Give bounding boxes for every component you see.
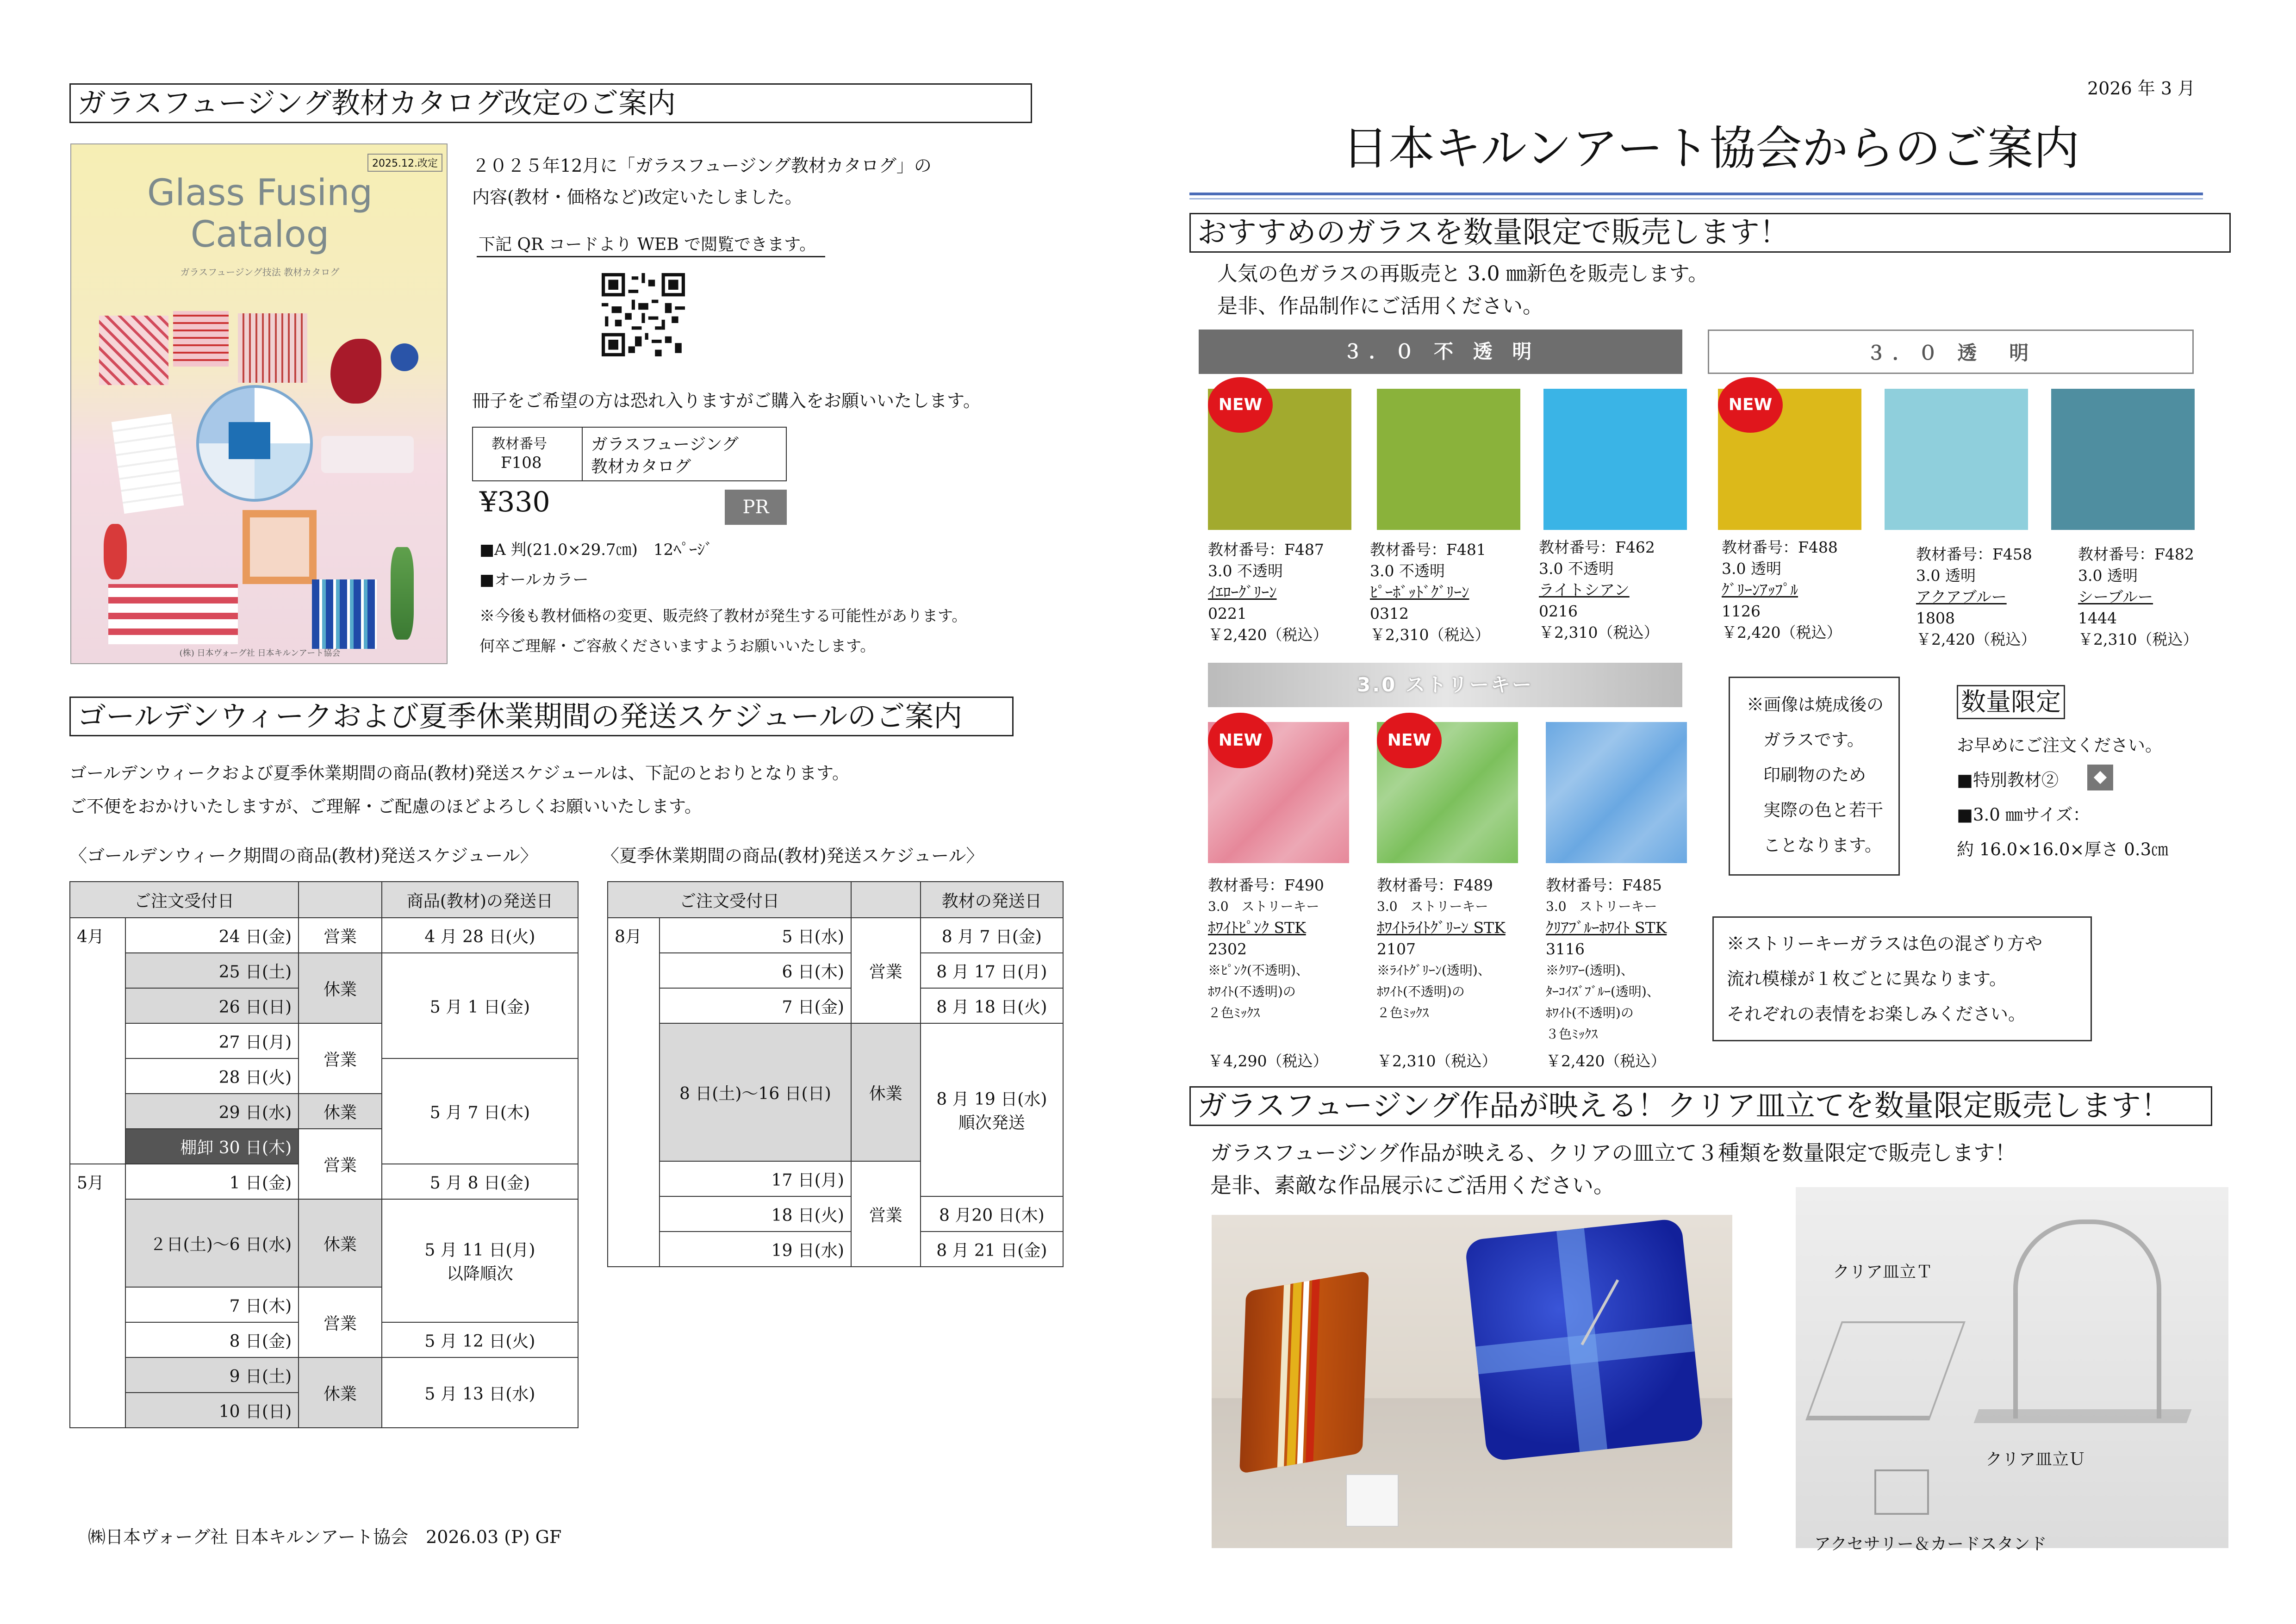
swatch-type: 3.0 不透明 xyxy=(1370,562,1445,580)
swatch-caption xyxy=(1539,537,1659,643)
swatch-num: 2302 xyxy=(1208,940,1247,958)
swatch-price: ￥2,310（税込） xyxy=(1370,626,1490,644)
glass-intro-line-2: 是非、作品制作にご活用ください。 xyxy=(1217,294,1543,318)
swatch-caption xyxy=(1208,539,1328,646)
swatch-name: ライトシアン xyxy=(1539,581,1630,599)
swatch-mix3: ２色ﾐｯｸｽ xyxy=(1208,1005,1260,1020)
table-cell: 19 日(水) xyxy=(660,1232,851,1267)
swatch-mix1: ※ﾗｲﾄｸﾞﾘｰﾝ(透明)、 xyxy=(1377,963,1491,978)
cover-glass-piece xyxy=(391,547,414,640)
cover-glass-piece xyxy=(243,510,317,584)
cover-glass-piece xyxy=(312,579,377,649)
notice-line-2: 何卒ご理解・ご容赦くださいますようお願いいたします。 xyxy=(479,637,876,655)
swatch-type: 3.0 不透明 xyxy=(1539,560,1614,578)
table-cell: 5 月 7 日(木) xyxy=(382,1058,578,1164)
stand-intro-line-2: 是非、素敵な作品展示にご活用ください。 xyxy=(1210,1173,1615,1198)
stand-label-t: クリア皿立Ｔ xyxy=(1833,1263,1933,1282)
swatch-caption xyxy=(1377,875,1506,1024)
swatch-type: 3.0 ストリーキー xyxy=(1546,899,1657,914)
new-badge: NEW xyxy=(1718,377,1783,433)
catalog-price: ¥330 xyxy=(479,486,550,518)
banner-transparent: ３．０ 透 明 xyxy=(1708,330,2194,374)
streaky-note-line: 流れ模様が１枚ごとに異なります。 xyxy=(1727,969,2007,989)
swatch-caption xyxy=(1208,875,1324,1024)
swatch-mix1: ※ﾋﾟﾝｸ(不透明)、 xyxy=(1208,963,1309,978)
image-note-line: ※画像は焼成後の xyxy=(1747,695,1884,715)
table-cell: 8 月 21 日(金) xyxy=(921,1232,1063,1267)
table-cell: 25 日(土) xyxy=(125,953,299,988)
blue-clock xyxy=(1464,1218,1704,1462)
table-cell: 営業 xyxy=(851,1161,921,1267)
gw-header-ship: 商品(教材)の発送日 xyxy=(382,882,578,918)
swatch-type: 3.0 不透明 xyxy=(1208,562,1283,580)
new-badge: NEW xyxy=(1377,713,1442,768)
swatch-type: 3.0 透明 xyxy=(1916,566,1976,585)
table-cell: ２日(土)～6 日(水) xyxy=(125,1199,299,1287)
swatch-caption xyxy=(1546,875,1667,1045)
swatch-price: ￥2,420（税込） xyxy=(1722,623,1842,641)
limited-title: 数量限定 xyxy=(1957,685,2065,719)
swatch-mix2: ﾀｰｺｲｽﾞﾌﾞﾙｰ(透明)、 xyxy=(1546,984,1660,999)
table-cell: 8 月 7 日(金) xyxy=(921,918,1063,953)
swatch-code: 教材番号：F481 xyxy=(1370,541,1486,559)
limited-line-2: ■特別教材② xyxy=(1957,770,2059,790)
swatch-mix1: ※ｸﾘｱｰ(透明)、 xyxy=(1546,963,1634,978)
item-code-label: 教材番号 xyxy=(492,436,547,452)
table-cell: 7 日(木) xyxy=(125,1287,299,1322)
diamond-icon xyxy=(2087,765,2113,790)
table-cell: 休業 xyxy=(851,1023,921,1161)
swatch-name: ｸﾞﾘｰﾝｱｯﾌﾟﾙ xyxy=(1722,581,1798,599)
small-pendant xyxy=(1346,1474,1399,1527)
swatch-code: 教材番号：F490 xyxy=(1208,876,1324,894)
swatch-num: 1126 xyxy=(1722,602,1761,620)
new-badge: NEW xyxy=(1208,377,1273,433)
schedule-section-title: ゴールデンウィークおよび夏季休業期間の発送スケジュールのご案内 xyxy=(69,697,1014,736)
table-cell: 営業 xyxy=(851,918,921,1023)
swatch-name: ｸﾘｱﾌﾞﾙｰﾎﾜｲﾄ STK xyxy=(1546,919,1667,937)
swatch-name: シーブルー xyxy=(2078,588,2153,606)
cover-glass-piece xyxy=(321,436,414,473)
swatch-name: ﾋﾟｰﾎﾞｯﾄﾞｸﾞﾘｰﾝ xyxy=(1370,583,1469,601)
gw-schedule-table xyxy=(69,881,579,1428)
stand-intro-line-1: ガラスフュージング作品が映える、クリアの皿立て３種類を数量限定で販売します！ xyxy=(1210,1140,2016,1165)
swatch-num: 0312 xyxy=(1370,604,1409,622)
swatch-code: 教材番号：F487 xyxy=(1208,541,1324,559)
table-cell: 8 日(土)～16 日(日) xyxy=(660,1023,851,1161)
catalog-cover-title-1: Glass Fusing xyxy=(147,172,373,214)
table-cell: 6 日(木) xyxy=(660,953,851,988)
product-photo-stands xyxy=(1796,1187,2228,1548)
swatch-name: ｲｴﾛｰｸﾞﾘｰﾝ xyxy=(1208,583,1277,601)
table-cell: 休業 xyxy=(299,1199,382,1287)
summer-month-aug: 8月 xyxy=(608,918,660,1267)
swatch-num: 0216 xyxy=(1539,602,1578,620)
schedule-intro-line-2: ご不便をおかけいたしますが、ご理解・ご配慮のほどよろしくお願いいたします。 xyxy=(69,796,702,816)
spec-color: ■オールカラー xyxy=(479,571,589,589)
swatch-type: 3.0 透明 xyxy=(1722,560,1781,578)
summer-header-ship: 教材の発送日 xyxy=(921,882,1063,918)
table-cell: 8 日(金) xyxy=(125,1322,299,1357)
product-photo-clock xyxy=(1212,1215,1732,1548)
swatch-code: 教材番号：F485 xyxy=(1546,876,1662,894)
table-cell: 8 月 19 日(水) 順次発送 xyxy=(921,1023,1063,1196)
swatch-caption xyxy=(1722,537,1842,643)
gw-table-caption: 〈ゴールデンウィーク期間の商品(教材)発送スケジュール〉 xyxy=(69,846,538,866)
table-cell: 9 日(土) xyxy=(125,1357,299,1393)
catalog-cover-title-2: Catalog xyxy=(190,214,330,255)
swatch-code: 教材番号：F462 xyxy=(1539,538,1655,556)
notice-line-1: ※今後も教材価格の変更、販売終了教材が発生する可能性があります。 xyxy=(479,607,967,625)
cover-glass-piece xyxy=(99,316,168,385)
stand-u-shape xyxy=(2013,1220,2161,1419)
swatch-price: ￥2,420（税込） xyxy=(1208,626,1328,644)
issue-date: 2026 年 3 月 xyxy=(2087,78,2196,99)
gw-header-order: ご注文受付日 xyxy=(70,882,299,918)
glass-swatch xyxy=(2051,389,2195,530)
limited-line-1: お早めにご注文ください。 xyxy=(1957,735,2162,755)
swatch-mix3: ﾎﾜｲﾄ(不透明)の xyxy=(1546,1005,1634,1020)
stand-u-base xyxy=(1974,1409,2192,1423)
stand-label-u: クリア皿立Ｕ xyxy=(1985,1450,2086,1469)
swatch-code: 教材番号：F482 xyxy=(2078,545,2194,563)
swatch-code: 教材番号：F489 xyxy=(1377,876,1493,894)
spec-size: ■A 判(21.0×29.7㎝) 12ﾍﾟｰｼﾞ xyxy=(479,541,713,559)
swatch-code: 教材番号：F488 xyxy=(1722,538,1838,556)
table-cell: 1 日(金) xyxy=(125,1164,299,1199)
table-cell: 27 日(月) xyxy=(125,1023,299,1058)
table-cell: 29 日(水) xyxy=(125,1094,299,1129)
swatch-caption xyxy=(1916,544,2036,650)
swatch-mix3: ２色ﾐｯｸｽ xyxy=(1377,1005,1429,1020)
table-cell: 26 日(日) xyxy=(125,988,299,1023)
glass-swatch xyxy=(1543,389,1687,530)
table-cell: 休業 xyxy=(299,953,382,1023)
swatch-price: ￥2,420（税込） xyxy=(1546,1052,1666,1070)
swatch-num: 1808 xyxy=(1916,609,1955,627)
swatch-caption xyxy=(2078,544,2198,650)
table-cell: 5 月 8 日(金) xyxy=(382,1164,578,1199)
swatch-type: 3.0 ストリーキー xyxy=(1208,899,1319,914)
amber-plate xyxy=(1239,1270,1369,1474)
image-note-box xyxy=(1729,677,1900,876)
glass-swatch xyxy=(1377,389,1520,530)
table-cell: 営業 xyxy=(299,918,382,953)
schedule-intro-line-1: ゴールデンウィークおよび夏季休業期間の商品(教材)発送スケジュールは、下記のとおりとなります。 xyxy=(69,763,849,783)
glass-swatch-streaky xyxy=(1546,722,1687,863)
stand-section-title: ガラスフュージング作品が映える！クリア皿立てを数量限定販売します！ xyxy=(1189,1086,2212,1126)
table-cell: 休業 xyxy=(299,1357,382,1428)
table-cell: 7 日(金) xyxy=(660,988,851,1023)
table-cell: 4 月 28 日(火) xyxy=(382,918,578,953)
item-code: F108 xyxy=(501,454,542,472)
banner-streaky: 3.0 ストリーキー xyxy=(1208,663,1682,707)
catalog-cover-publisher: (株) 日本ヴォーグ社 日本キルンアート協会 xyxy=(179,648,341,658)
title-rule-thin xyxy=(1189,198,2203,199)
catalog-cover-subtitle: ガラスフュージング技法 教材カタログ xyxy=(180,267,340,278)
stand-t-shape xyxy=(1805,1321,1966,1420)
limited-line-3: ■3.0 ㎜サイズ： xyxy=(1957,805,2090,825)
swatch-num: 0221 xyxy=(1208,604,1247,622)
swatch-num: 3116 xyxy=(1546,940,1585,958)
streaky-note-line: それぞれの表情をお楽しみください。 xyxy=(1727,1004,2026,1024)
glass-section-title: おすすめのガラスを数量限定で販売します！ xyxy=(1189,213,2231,253)
main-title: 日本キルンアート協会からのご案内 xyxy=(1342,121,2080,175)
table-cell: 営業 xyxy=(299,1023,382,1094)
item-name-line-1: ガラスフュージング xyxy=(591,435,739,454)
swatch-price: ￥2,310（税込） xyxy=(1539,623,1659,641)
table-cell: 8 月20 日(木) xyxy=(921,1196,1063,1232)
cover-glass-piece xyxy=(229,422,270,459)
swatch-name: ﾎﾜｲﾄﾗｲﾄｸﾞﾘｰﾝ STK xyxy=(1377,919,1506,937)
footer: ㈱日本ヴォーグ社 日本キルンアート協会 2026.03 (P) GF xyxy=(88,1527,562,1547)
image-note-line: 印刷物のため xyxy=(1763,765,1866,785)
banner-opaque: ３．０ 不 透 明 xyxy=(1199,330,1682,374)
image-note-line: ガラスです。 xyxy=(1763,730,1864,750)
streaky-note-box xyxy=(1712,916,2092,1041)
swatch-mix4: ３色ﾐｯｸｽ xyxy=(1546,1027,1598,1042)
swatch-type: 3.0 透明 xyxy=(2078,566,2138,585)
cover-glass-piece xyxy=(112,414,184,514)
qr-note[interactable]: 下記 QR コードより WEB で閲覧できます。 xyxy=(477,231,825,257)
new-badge: NEW xyxy=(1208,713,1273,768)
swatch-num: 1444 xyxy=(2078,609,2117,627)
title-rule xyxy=(1189,193,2203,195)
table-cell: 17 日(月) xyxy=(660,1161,851,1196)
table-cell: 8 月 17 日(月) xyxy=(921,953,1063,988)
swatch-code: 教材番号：F458 xyxy=(1916,545,2032,563)
cover-glass-piece xyxy=(391,343,418,371)
table-cell: 棚卸 30 日(木) xyxy=(125,1129,299,1164)
table-cell: 5 月 11 日(月) 以降順次 xyxy=(382,1199,578,1322)
image-note-line: 実際の色と若干 xyxy=(1763,800,1883,820)
swatch-price: ￥2,310（税込） xyxy=(1377,1052,1497,1070)
glass-intro-line-1: 人気の色ガラスの再販売と 3.0 ㎜新色を販売します。 xyxy=(1217,262,1709,286)
pr-badge: PR xyxy=(725,490,787,525)
table-cell: 28 日(火) xyxy=(125,1058,299,1094)
swatch-num: 2107 xyxy=(1377,940,1416,958)
item-name-line-2: 教材カタログ xyxy=(591,457,691,476)
table-cell: 10 日(日) xyxy=(125,1393,299,1428)
booklet-note: 冊子をご希望の方は恐れ入りますがご購入をお願いいたします。 xyxy=(472,391,981,411)
swatch-price: ￥4,290（税込） xyxy=(1208,1052,1328,1070)
cover-glass-piece xyxy=(108,584,238,644)
summer-table-caption: 〈夏季休業期間の商品(教材)発送スケジュール〉 xyxy=(602,846,984,866)
swatch-type: 3.0 ストリーキー xyxy=(1377,899,1488,914)
limited-line-4: 約 16.0×16.0×厚さ 0.3㎝ xyxy=(1957,840,2169,859)
table-cell: 18 日(火) xyxy=(660,1196,851,1232)
table-cell: 24 日(金) xyxy=(125,918,299,953)
gw-month-apr: 4月 xyxy=(70,918,125,1164)
swatch-price: ￥2,420（税込） xyxy=(1916,630,2036,648)
table-cell: 営業 xyxy=(299,1129,382,1199)
swatch-price: ￥2,310（税込） xyxy=(2078,630,2198,648)
catalog-intro-line-1: ２０２５年12月に「ガラスフュージング教材カタログ」の xyxy=(472,156,932,176)
qr-code-icon[interactable] xyxy=(602,273,685,356)
swatch-name: ﾎﾜｲﾄﾋﾟﾝｸ STK xyxy=(1208,919,1306,937)
catalog-cover xyxy=(70,143,448,664)
accessory-stand-shape xyxy=(1874,1469,1929,1515)
summer-schedule-table xyxy=(607,881,1064,1267)
catalog-section-title: ガラスフュージング教材カタログ改定のご案内 xyxy=(69,83,1032,123)
swatch-mix2: ﾎﾜｲﾄ(不透明)の xyxy=(1208,984,1296,999)
glass-swatch xyxy=(1885,389,2028,530)
table-cell: 休業 xyxy=(299,1094,382,1129)
gw-month-may: 5月 xyxy=(70,1164,125,1428)
image-note-line: ことなります。 xyxy=(1763,835,1882,855)
table-cell: 5 月 1 日(金) xyxy=(382,953,578,1058)
table-cell: 5 日(水) xyxy=(660,918,851,953)
table-cell: 5 月 13 日(水) xyxy=(382,1357,578,1428)
cover-glass-piece xyxy=(104,524,127,579)
table-cell: 8 月 18 日(火) xyxy=(921,988,1063,1023)
swatch-mix2: ﾎﾜｲﾄ(不透明)の xyxy=(1377,984,1465,999)
table-cell: 5 月 12 日(火) xyxy=(382,1322,578,1357)
catalog-item-box xyxy=(472,427,787,481)
summer-header-order: ご注文受付日 xyxy=(608,882,851,918)
stand-label-accessory: アクセサリー＆カードスタンド xyxy=(1814,1535,2047,1554)
table-cell: 営業 xyxy=(299,1287,382,1357)
swatch-caption xyxy=(1370,539,1490,646)
catalog-edition-tag: 2025.12.改定 xyxy=(367,154,442,172)
catalog-intro-line-2: 内容(教材・価格など)改定いたしました。 xyxy=(472,187,803,207)
cover-glass-piece xyxy=(238,313,307,383)
streaky-note-line: ※ストリーキーガラスは色の混ざり方や xyxy=(1727,933,2043,954)
swatch-name: アクアブルー xyxy=(1916,588,2007,606)
cover-glass-piece xyxy=(173,311,229,367)
cover-glass-piece xyxy=(330,339,381,404)
